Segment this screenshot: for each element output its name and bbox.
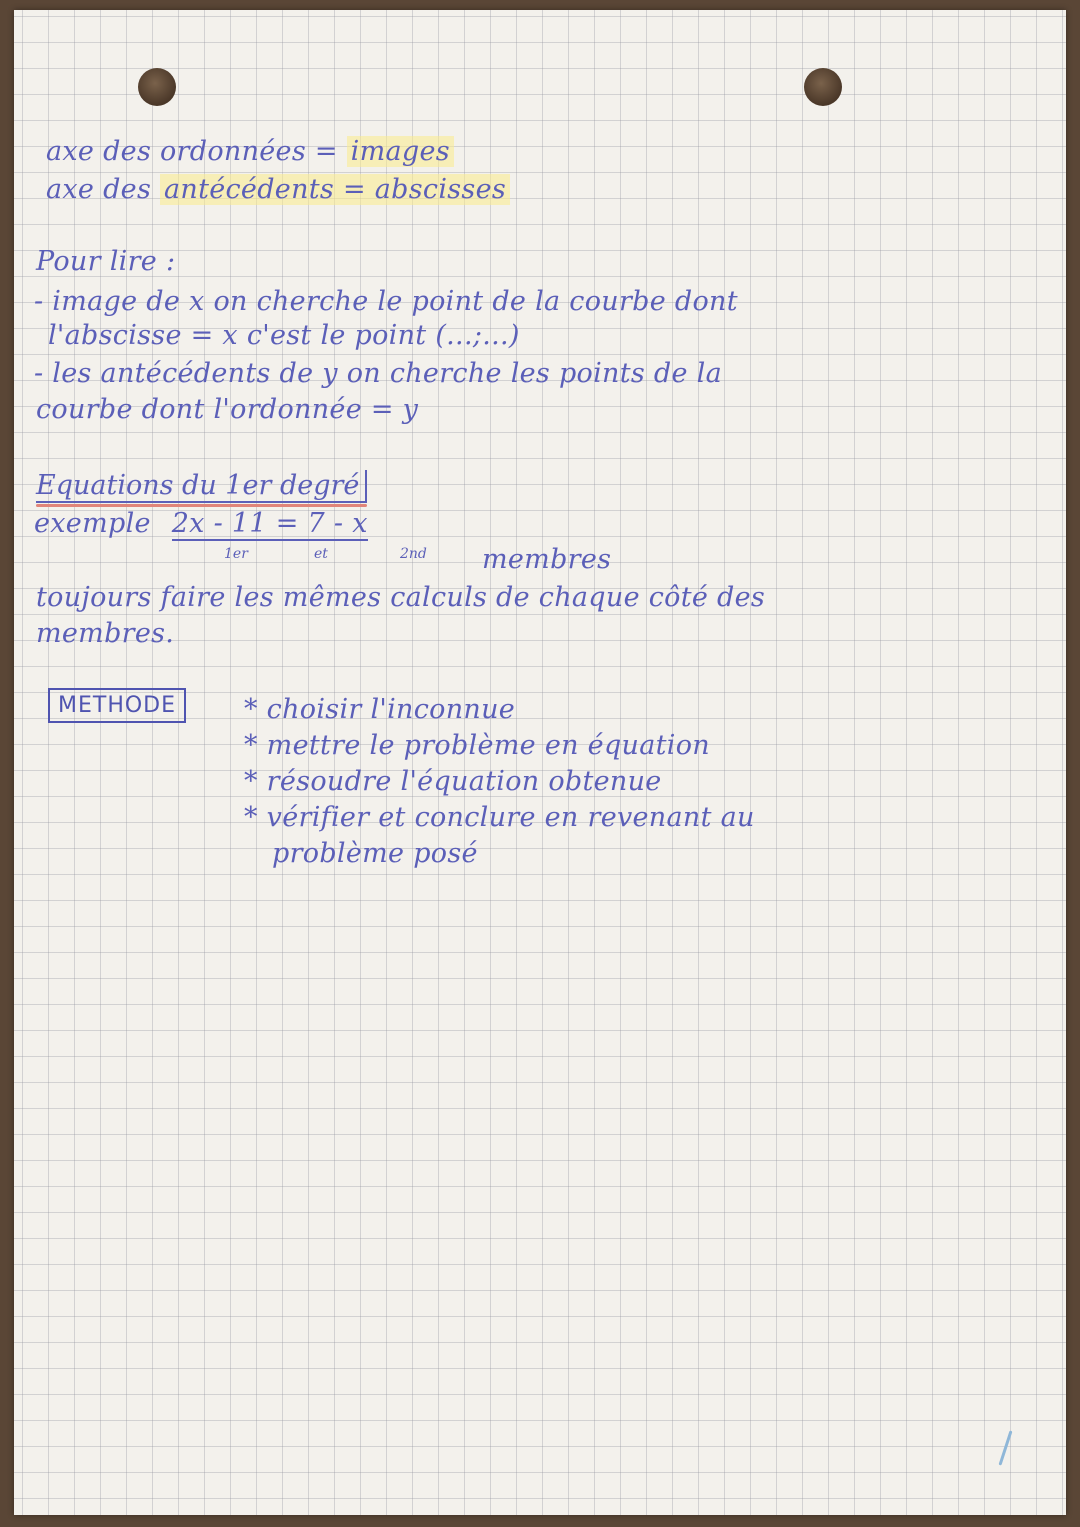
- line-axe-ordonnees: [46, 138, 454, 165]
- methode-step-2: * mettre le problème en équation: [244, 730, 710, 761]
- heading-underline: [36, 504, 367, 507]
- highlight-images: images: [347, 136, 454, 167]
- notebook-page: [14, 10, 1066, 1515]
- line-axe-antecedents: [46, 176, 510, 203]
- lire-line-1a: - image de x on cherche le point de la courbe dont: [34, 286, 738, 317]
- heading-text: Equations du 1er degré: [36, 470, 367, 503]
- exemple-label: exemple: [34, 508, 151, 539]
- highlight-antecedents-abscisses: antécédents = abscisses: [160, 174, 510, 205]
- lire-line-1b: l'abscisse = x c'est le point (...;...): [48, 320, 520, 351]
- methode-step-1: * choisir l'inconnue: [244, 694, 516, 725]
- exemple-equation: 2x - 11 = 7 - x: [171, 508, 368, 539]
- exemple-line: [34, 510, 368, 537]
- pen-mark: [999, 1430, 1013, 1465]
- methode-step-4: * vérifier et conclure en revenant au: [244, 802, 755, 833]
- binder-hole-left: [138, 68, 176, 106]
- toujours-line-a: toujours faire les mêmes calculs de chaque côté des: [36, 582, 766, 613]
- pour-lire-label: Pour lire :: [36, 246, 176, 277]
- methode-step-4-cont: problème posé: [272, 838, 478, 869]
- text-axe-ordonnees: axe des ordonnées =: [46, 136, 347, 167]
- methode-step-3: * résoudre l'équation obtenue: [244, 766, 662, 797]
- member-1-label: 1er: [224, 546, 248, 562]
- section-heading: [36, 470, 367, 503]
- lire-line-2a: - les antécédents de y on cherche les points de la: [34, 358, 722, 389]
- lire-line-2b: courbe dont l'ordonnée = y: [36, 394, 419, 425]
- member-et-label: et: [314, 546, 328, 562]
- text-axe-des: axe des: [46, 174, 160, 205]
- member-2-label: 2nd: [400, 546, 427, 562]
- methode-box: METHODE: [48, 688, 186, 723]
- membres-label: membres: [482, 544, 612, 575]
- binder-hole-right: [804, 68, 842, 106]
- toujours-line-b: membres.: [36, 618, 175, 649]
